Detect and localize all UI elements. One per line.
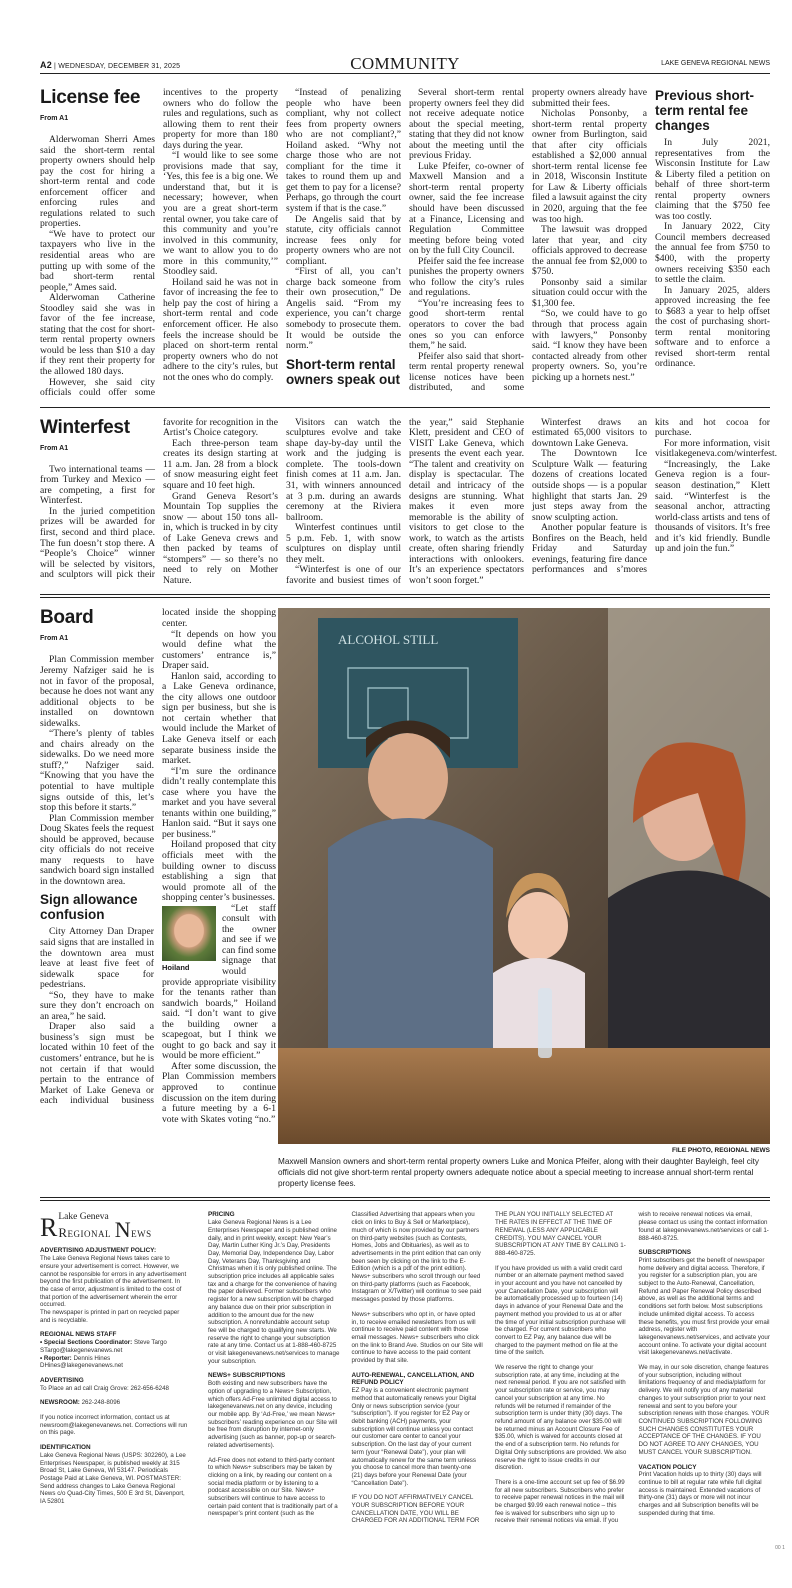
article-body [40, 608, 276, 1125]
paragraph [286, 523, 401, 565]
paragraph-text: De Angelis said that by statute, city officials cannot increase fees only for property owners who are not compliant. [286, 213, 401, 267]
paragraph [352, 1311, 484, 1365]
paragraph [162, 767, 276, 841]
paragraph-text: Print Vacation holds up to thirty (30) days will continue to bill at regular rate while full digital access is maintained. Extended vacations of thirty-one (31) days or more will not incur charges and all Subscription benefits will be suspended during that time. [638, 1471, 762, 1517]
paragraph-text: For more information, visit visitlakegeneva.com/winterfest. [655, 437, 778, 460]
article-headline: Winterfest [40, 416, 130, 438]
family-photo [278, 608, 770, 1144]
paragraph-text: Draper also said a business’s sign must be located within 10 feet of the customers’ entrance, but he is not certain if that would pertain to the entrance of Market of Lake Geneva or each individual business located inside the shopping center. [40, 607, 276, 1107]
paragraph [162, 840, 276, 903]
paragraph [40, 655, 154, 729]
logo-initial-n: N [114, 1217, 132, 1243]
paragraph-text: Hoiland said he was not in favor of increasing the fee to help pay the cost of hiring a short-term rental and code enforcement officer. He also feels the increase should be placed on short-term rental property owners who do not adhere to the city’s rules, but not the ones who do comply. [163, 276, 278, 383]
subheading: AUTO-RENEWAL, CANCELLATION, AND REFUND POLICY [351, 1371, 475, 1387]
paragraph-text: Nicholas Ponsonby, a short-term rental property owner from Burlington, said that after city officials established a $2,000 annual short-term rental license fee in 2018, Wisconsin Institute for Law & Liberty officials filed a lawsuit against the city in 2020, arguing that the fee was too high. [532, 108, 647, 225]
paragraph [495, 1265, 627, 1357]
subscription-policies [208, 1211, 770, 1525]
paragraph-text: Each three-person team creates its design starting at 11 a.m. Jan. 28 from a block of snow measuring eight feet square and 10 feet high. [163, 437, 278, 491]
subheading: ADVERTISING [40, 1376, 84, 1384]
poster-text: ALCOHOL STILL [338, 632, 439, 648]
paragraph [532, 109, 647, 225]
paragraph-text: The newspaper is printed in part on recycled paper and is recyclable. [40, 1309, 180, 1324]
paragraph-text: Hanlon said, according to a Lake Geneva ordinance, the city allows one outdoor sign per business, but she is not certain whether that would include the Market of Lake Geneva itself or each separate business inside the market. [162, 670, 276, 767]
paragraph [286, 215, 401, 268]
paragraph [655, 460, 770, 555]
logo-words [58, 1212, 151, 1241]
paragraph-text: Grand Geneva Resort’s Mountain Top supplies the snow — about 150 tons all-in, which is trucked in by city of Lake Geneva crews and then packed by teams of “stompers” — so there’s no need to rely on Mother Nature. [163, 490, 278, 586]
paragraph [40, 135, 155, 230]
paragraph [40, 1452, 190, 1506]
edition-date: WEDNESDAY, DECEMBER 31, 2025 [58, 63, 181, 70]
footer [40, 1211, 770, 1525]
paragraph [40, 1309, 190, 1324]
label: NEWSROOM: [40, 1399, 80, 1407]
paragraph-text: News+ subscribers who opt in, or have opted in, to receive emailed newsletters from us will continue to receive paid content with those email messages. News+ subscribers who click on the link to Brand Ave. Studios on our Site will continue to have access to the paid content provided by that site. [351, 1310, 483, 1365]
subheading: Sign allowance confusion [40, 892, 138, 923]
paragraph [409, 88, 524, 162]
paragraph-text: Pfeifer also said that short-term rental property renewal license notices have been distributed, and some property owners already have submitted their fees. [409, 87, 647, 394]
paragraph-text: “It depends on how you would define what the customers’ entrance is,” Draper said. [162, 628, 276, 672]
paragraph-text: “There’s plenty of tables and chairs already on the sidewalks. Do we need more stuff?,” Nafziger said. “Knowing that you have the potential to have multiple signs outside of this, let’s stop this before it starts.” [40, 728, 154, 814]
paragraph-text: If you notice incorrect information, contact us at newsroom@lakegenevanews.net. Corrections will run on this page. [40, 1414, 188, 1437]
paragraph [495, 1364, 627, 1472]
paragraph [40, 1255, 190, 1309]
paragraph [40, 1414, 190, 1437]
newspaper-logo [40, 1211, 195, 1241]
paragraph [409, 162, 524, 257]
jump-line: From A1 [40, 444, 69, 452]
paragraph [162, 1062, 276, 1125]
paragraph [208, 1219, 340, 1365]
paragraph-text: “I’m sure the ordinance didn’t really contemplate this case where you have the market and you have several tenants within one building,” Hanlon said. “But it says one per business.” [162, 765, 276, 840]
paragraph [40, 991, 154, 1023]
photo-block [278, 608, 770, 1189]
paragraph [162, 630, 276, 672]
label: • Reporter: [40, 1354, 72, 1362]
headshot-image [162, 906, 216, 961]
headshot-photo [162, 906, 216, 972]
paragraph-text: In January 2025, alders approved increasing the fee to $683 a year to help offset the cost of purchasing short-term rental monitoring software and to enforce a revised short-term rental ordinance. [655, 284, 770, 370]
paragraph-text: Alderwoman Sherri Ames said the short-term rental property owners should help pay the cost for hiring a short-term rental and code enforcement officer and enforcing rules and regulations related to such properties. [40, 134, 155, 230]
paragraph-text: IF YOU DO NOT AFFIRMATIVELY CANCEL YOUR SUBSCRIPTION BEFORE YOUR CANCELLATION DATE, YOU WILL BE CHARGED FOR AN ADDITIONAL TERM FOR THE PLAN YOU INITIALLY SELECTED AT THE RATES IN EFFECT AT THE TIME OF RENEWAL (LESS ANY APPLICABLE CREDITS). YOU MAY CANCEL YOUR SUBSCRIPTION AT ANY TIME BY CALLING 1-888-460-8725. [351, 1211, 626, 1525]
table [278, 1048, 770, 1144]
paragraph-text: “Let staff consult with the owner and see if we can find some signage that would provide appropriate visibility for the tenants rather than sandwich boards,” Hoiland said. “I don’t want to give the building owner a scapegoat, but I think we ought to go back and say it would be more efficient.” [162, 902, 276, 1062]
footer-divider [40, 1197, 770, 1201]
paragraph [409, 299, 524, 352]
paragraph-text: City Attorney Dan Draper said signs that are installed in the downtown area must leave at least five feet of sidewalk space for pedestrians. [40, 926, 154, 991]
paragraph-text: Another popular feature is Bonfires on the Beach, held Friday and Saturday evenings, featuring fire dance performances and s’mores kits and hot cocoa for purchase. [532, 416, 770, 576]
paragraph [40, 465, 155, 507]
paragraph [286, 418, 401, 523]
paragraph-text: Plan Commission member Doug Skates feels the request should be approved, because city officials do not receive many requests to have sandwich board sign installed in the downtown area. [40, 812, 154, 887]
paragraph-text: EZ Pay is a convenient electronic payment method that automatically renews your Digital Only or news subscription service (your “subscription”). If you register for EZ Pay or debit banking (ACH) payments, your subscription will continue unless you contact our customer care center to cancel your subscription. On the last day of your current term (your “Renewal Date”), your plan will automatically renew for the same term unless you choose to cancel more than twenty-one (21) days before your Renewal Date (your “Cancellation Date”). [351, 1387, 477, 1487]
paragraph [40, 729, 154, 813]
paragraph [655, 138, 770, 222]
paragraph-text: The Downtown Ice Sculpture Walk — featuring dozens of creations located outside shops — is a popular highlight that starts Jan. 29 just steps away from the snow sculpting action. [532, 448, 647, 523]
paragraph [40, 293, 155, 377]
paragraph-text: “Instead of penalizing people who have been compliant, why not collect fees from property owners who are not compliant?,” Hoiland asked. “Why not charge those who are not compliant for the time it takes to round them up and get them to pay for a license? Perhaps, go through the court system if that is the case.” [286, 87, 401, 215]
paragraph [40, 1385, 190, 1393]
publication-name: LAKE GENEVA REGIONAL NEWS [661, 60, 770, 67]
paragraph-text: “We have to protect our taxpayers who live in the residential areas who are putting up with some of the bad short-term rental people,” Ames said. [40, 228, 155, 293]
paragraph-text: Plan Commission member Jeremy Nafziger said he is not in favor of the proposal, because he does not want any additional objects to be installed on downtown sidewalks. [40, 654, 154, 729]
paragraph [163, 492, 278, 587]
section-title: COMMUNITY [350, 54, 460, 73]
paragraph [162, 672, 276, 767]
paragraph-text: However, she said city officials could offer some incentives to the property owners who do follow the rules and regulations, such as allowing them to rent their property for more than 180 days during the year. [40, 87, 278, 399]
paragraph [40, 927, 154, 990]
subheading: IDENTIFICATION [40, 1444, 91, 1452]
paragraph [532, 225, 647, 278]
paragraph-text: Winterfest draws an estimated 65,000 visitors to downtown Lake Geneva. [532, 416, 647, 449]
logo-word-regional: Regional [58, 1225, 112, 1241]
paragraph [163, 278, 278, 383]
paragraph-text: In the juried competition prizes will be awarded for first, second and third place. The fun doesn’t stop there. A “People’s Choice” winner will be selected by visitors, and sculptors will pick their favorite for recognition in the Artist’s Choice category. [40, 416, 278, 581]
paragraph-text: Steve Targo STargo@lakegenevanews.net [40, 1339, 167, 1354]
section-divider [40, 407, 770, 408]
subheading: VACATION POLICY [638, 1463, 697, 1471]
section-divider [40, 594, 770, 598]
paragraph-text: 262-248-8096 [79, 1399, 121, 1407]
paragraph-text: Dennis Hines DHines@lakegenevanews.net [40, 1354, 123, 1370]
paragraph [532, 449, 647, 523]
board-row [40, 608, 770, 1189]
paragraph-text: Alderwoman Catherine Stoodley said she was in favor of the fee increase, stating that the cost for short-term rental property owners would be less than $10 a day if they rent their property for the allowed 180 days. [40, 292, 155, 378]
subheading: NEWS+ SUBSCRIPTIONS [208, 1372, 286, 1380]
page-code: 00 1 [775, 1545, 785, 1551]
headshot-caption: Hoiland [162, 962, 190, 972]
paragraph [655, 222, 770, 285]
paragraph [163, 151, 278, 278]
paragraph-text: Several short-term rental property owners feel they did not receive adequate notice about the special meeting, stating that they did not know about the meeting until the previous Friday. [409, 87, 524, 162]
paragraph-text: “Increasingly, the Lake Geneva region is a four-season destination,” Klett said. “Winterfest is the seasonal anchor, attracting world-class artists and tens of thousands of visitors. It’s free and it’s kid friendly. Bundle up and join the fun.” [655, 458, 770, 555]
paragraph [286, 88, 401, 215]
photo-image [278, 608, 770, 1144]
paragraph-text: “So, we could have to go through that process again with lawyers,” Ponsonby said. “I know they have been contacted already from other property owners. So, you’re picking up a hornets nest.” [532, 308, 647, 383]
paragraph [352, 1387, 484, 1487]
paragraph-text: “First of all, you can’t charge back someone from their own prosecution,” De Angelis said. “From my experience, you can’t charge somebody to prosecute them. It would be outside the norm.” [286, 266, 401, 352]
paragraph-text: There is a one-time account set up fee of $6.99 for all new subscribers. Subscribers who prefer to receive paper renewal notices in the mail will be charged $9.99 each renewal notice – this fee is waived for subscribers who sign up to receive their renewal notices via email. If you wish to receive renewal notices via email, please contact us using the contact information found at lakegenevanews.net/services or call 1-888-460-8725. [495, 1211, 769, 1525]
paragraph [532, 309, 647, 383]
paragraph [639, 1471, 771, 1517]
paragraph-text: Two international teams — from Turkey and Mexico — are competing, a first for Winterfest. [40, 463, 155, 507]
paragraph-text: The Lake Geneva Regional News takes care to ensure your advertisement is correct. However, we cannot be responsible for errors in any advertisement beyond the first publication of the advertisement. In the case of error, adjustment is limited to the cost of that portion of the advertisement wherein the error occurred. [40, 1255, 187, 1309]
paragraph-text: Winterfest continues until 5 p.m. Feb. 1, with snow sculptures on display until they melt. [286, 522, 401, 565]
paragraph [655, 437, 778, 460]
article-license-fee [40, 88, 770, 399]
paragraph-text: To Place an ad call Craig Grove: 262-656-6248 [40, 1384, 169, 1392]
label: • Special Sections Coordinator: [40, 1339, 133, 1347]
masthead-info [40, 1247, 190, 1505]
paragraph-text: After some discussion, the Plan Commission members approved to continue discussion on the item during a future meeting by a 6-1 vote with Skates voting “no.” [162, 1060, 276, 1125]
article-winterfest [40, 416, 778, 587]
paragraph-text: Lake Geneva Regional News (USPS: 302260), a Lee Enterprises Newspaper, is published weekly at 315 Broad St, Lake Geneva, WI 53147. Periodicals Postage Paid at Lake Geneva, WI. POSTMASTER: Send address changes to Lake Geneva Regional News c/o Quad-City Times, 500 E 3rd St, Davenport, IA 52801 [40, 1451, 186, 1506]
paragraph [639, 1364, 771, 1456]
subheading: PRICING [208, 1211, 235, 1219]
paragraph [286, 267, 401, 351]
paragraph [532, 418, 647, 450]
subheading: REGIONAL NEWS STAFF [40, 1331, 117, 1339]
paragraph-text: In January 2022, City Council members decreased the annual fee from $750 to $400, with the property owners receiving $350 each to settle the claim. [655, 221, 770, 286]
paragraph-text: “You’re increasing fees to good short-term rental operators to cover the bad ones so you can enforce them,” he said. [409, 297, 524, 352]
paragraph [40, 1355, 190, 1370]
paragraph [409, 257, 524, 299]
article-headline: License fee [40, 87, 141, 108]
article-board [40, 608, 276, 1125]
logo-word-news: ews [131, 1225, 152, 1241]
paragraph [655, 286, 770, 370]
paragraph-text: Ad-Free does not extend to third-party content to which News+ subscribers may be taken by clicking on a link, by reading our content on a social media platform or by listening to a podcast accessible on our Site. News+ subscribers will continue to have access to certain paid content that is traditionally part of a newspaper’s print content (such as the Classified Advertising that appears when you click on links to Buy & Sell or Marketplace), much of which is now provided by our partners on third-party websites (such as Contests, Homes, Jobs and Obituaries), as well as to advertisements in the print edition that can only been seen by clicking on the link to the E-Edition (which is a pdf of the print edition). News+ subscribers who scroll through our feed on third-party platforms (such as Facebook, Instagram or X/Twitter) will continue to see paid messages posted by those platforms. [208, 1211, 482, 1518]
article-body [40, 88, 770, 399]
paragraph-text: Hoiland proposed that city officials meet with the building owner to discuss establishing a sign that would promote all of the shopping center’s businesses. [162, 839, 276, 904]
subheading: Previous short-term rental fee changes [655, 88, 755, 133]
page-number: A2 [40, 60, 52, 70]
paragraph-text: Print subscribers get the benefit of newspaper home delivery and digital access. Therefore, if you register for a subscription plan, you are subject to the Auto-Renewal, Cancellation, Refund and Paper Renewal Policy described above, as well as the additional terms and conditions set forth below. Most subscriptions include unlimited digital access. To access these benefits, you must first provide your email address, register with lakegenevanews.net/services, and activate your account online. To activate your digital account visit lakegenevanews.net/activate. [638, 1256, 770, 1357]
paragraph [40, 1339, 190, 1354]
paragraph-text: If you have provided us with a valid credit card number or an alternate payment method saved in your account and you have not cancelled by your Cancellation Date, your subscription will be automatically processed up to fourteen (14) days in advance of your Renewal Date and the payment method you provided to us at or after the time of your initial subscription purchase will be charged. For current subscribers who convert to EZ Pay, any balance due will be charged to the payment method on file at the time of the switch. [495, 1264, 626, 1357]
paragraph-text: Ponsonby said a similar situation could occur with the $1,300 fee. [532, 276, 647, 309]
paragraph-text: “I would like to see some provisions made that say, ‘Yes, this fee is a big one. We understand that, but it is necessary; however, when you are a great short-term rental owner, you take care of this community and you’re involved in this community, we want to allow you to do more in this community,’” Stoodley said. [163, 150, 278, 278]
paragraph [40, 1399, 190, 1407]
footer-left-column [40, 1211, 195, 1505]
photo-credit: FILE PHOTO, REGIONAL NEWS [672, 1147, 770, 1155]
paragraph-text: Luke Pfeifer, co-owner of Maxwell Mansion and a short-term rental property owner, said the fee increase should have been discussed at a Finance, Licensing and Regulation Committee meeting before being voted on by the full City Council. [409, 160, 524, 257]
paragraph-text: Visitors can watch the sculptures evolve and take shape day-by-day until the work and the judging is complete. The tools-down finish comes at 11 a.m. Jan. 31, with winners announced at 3 p.m. during an awards ceremony at the Riviera ballroom. [286, 416, 401, 523]
paragraph-text: Both existing and new subscribers have the option of upgrading to a News+ Subscription, which offers Ad-Free unlimited digital access to lakegenevanews.net on any device, including our mobile app. By ‘Ad-Free,’ we mean News+ subscribers’ reading experience on our Site will be free from disruption by internet-only advertising (such as banner, pop-up or search-related advertisements). [208, 1380, 338, 1449]
article-headline: Board [40, 607, 94, 629]
subheading: Short-term rental owners speak out [286, 356, 401, 387]
paragraph [208, 1380, 340, 1449]
paragraph [639, 1257, 771, 1357]
logo-initial: R [40, 1213, 58, 1243]
paragraph-text: Lake Geneva Regional News is a Lee Enterprises Newspaper and is published online daily, and in print weekly, except: New Year’s Day, Martin Luther King Jr.’s Day, Presidents Day, Memorial Day, Independence Day, Labor Day, Veterans Day, Thanksgiving and Christmas when it is only published online. The subscription price includes all applicable sales tax and a charge for the convenience of having the paper delivered. Former subscribers who register for a new subscription will be charged any balance due on their prior subscription in addition to the amount due for the new subscription. A nonrefundable account setup fee will be charged to qualifying new starts. We reserve the right to change your subscription rate at any time. Contact us at 1-888-460-8725 or visit lakegenevanews.net/services to manage your subscription. [208, 1219, 340, 1365]
paragraph-text: “Winterfest is one of our favorite and busiest times of the year,” said Stephanie Klett, president and CEO of VISIT Lake Geneva, which presents the event each year. “The talent and creativity on display is spectacular. The detail and intricacy of the designs are stunning. What makes it even more memorable is the ability of visitors to get close to the work, to watch as the artists create, often sharing friendly interactions with onlookers. It’s an experience spectators won’t soon forget.” [286, 416, 524, 586]
jump-line: From A1 [40, 115, 69, 122]
paragraph-text: We reserve the right to change your subscription rate, at any time, including at the next renewal period. If you are not satisfied with your subscription rate or service, you may cancel your subscription at any time. No refunds will be returned if remainder of the subscription term is under thirty (30) days. The refund amount of any balance over $35.00 will be returned minus an Account Closure Fee of $35.00, which is waived for accounts closed at the end of a subscription term. No refunds for Digital Only subscriptions are provided. We also reserve the right to issue credits in our discretion. [495, 1364, 627, 1472]
paragraph-text: The lawsuit was dropped later that year, and city officials approved to decrease the annual fee from $2,000 to $750. [532, 224, 647, 278]
subheading: ADVERTISING ADJUSTMENT POLICY: [40, 1247, 157, 1255]
paragraph [532, 278, 647, 310]
paragraph-text: Pfeifer said the fee increase punishes the property owners who follow the city’s rules and regulations. [409, 255, 525, 299]
paragraph-text: We may, in our sole discretion, change features of your subscription, including without limitations frequency of and media/platform for delivery. We will notify you of any material changes to your subscription prior to your next renewal and sent to you before your subscription renews with those changes. YOUR CONTINUED SUBSCRIPTION FOLLOWING SUCH CHANGES CONSTITUTES YOUR ACCEPTANCE OF THE CHANGES. IF YOU DO NOT AGREE TO ANY CHANGES, YOU MUST CANCEL YOUR SUBSCRIPTION. [638, 1364, 770, 1456]
page-header [40, 52, 770, 74]
photo-caption: Maxwell Mansion owners and short-term rental property owners Luke and Monica Pfeifer, along with their daughter Bayleigh, feel city officials did not give short-term rental property owners adequate notice about a special meeting to increase annual short-term rental property license fees. [278, 1157, 760, 1189]
paragraph [40, 230, 155, 293]
page-folio: A2 | WEDNESDAY, DECEMBER 31, 2025 [40, 60, 181, 70]
paragraph-text: “So, they have to make sure they don’t encroach on an area,” he said. [40, 989, 154, 1022]
subheading: SUBSCRIPTIONS [638, 1249, 692, 1257]
jump-line: From A1 [40, 635, 69, 643]
paragraph [40, 814, 154, 888]
paragraph-text: In July 2021, representatives from the Wisconsin Institute for Law & Liberty filed a petition on behalf of three short-term rental property owners claiming that the $750 fee was too costly. [655, 137, 770, 222]
logo-line1: Lake Geneva [58, 1212, 109, 1223]
paragraph [163, 439, 278, 492]
